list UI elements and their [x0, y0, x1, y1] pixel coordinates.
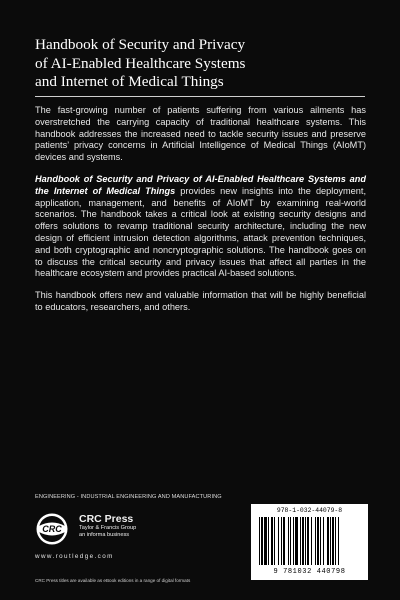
- description-paragraph-2-text: provides new insights into the deployment, application, management, and benefits of AIoMT by examining real-world scenarios. The handbook takes a critical look at existing security designs and offers solutions to revamp traditional security architecture, including the new design of efficient intrusion detection algorithms, attack prevention techniques, and both cryptographic and noncryptographic solutions. The handbook goes on to discuss the critical security and privacy issues that affect all parties in the healthcare ecosystem and provides practical AI-based solutions.: [35, 185, 367, 279]
- publisher-block: [35, 512, 245, 562]
- title-line-1: Handbook of Security and Privacy: [35, 36, 246, 53]
- title-line-2: of AI-Enabled Healthcare Systems: [35, 54, 246, 72]
- publisher-text: [79, 513, 136, 539]
- publisher-url[interactable]: www.routledge.com: [35, 553, 114, 560]
- title-line-3: and Internet of Medical Things: [35, 73, 224, 90]
- crc-press-logo: [35, 512, 69, 546]
- subject-category: ENGINEERING - INDUSTRIAL ENGINEERING AND MANUFACTURING: [35, 494, 222, 500]
- title-divider: [35, 96, 365, 97]
- publisher-name: CRC Press: [79, 513, 134, 525]
- book-description: [35, 105, 366, 324]
- isbn-digits: 9 781032 440798: [273, 568, 346, 576]
- ebook-note: CRC Press titles are available as eBook editions in a range of digital formats: [35, 578, 191, 583]
- book-title: [35, 36, 365, 92]
- description-paragraph-1: The fast-growing number of patients suffering from various ailments has overstretched the carrying capacity of traditional healthcare systems. This handbook addresses the increased need to tackle security issues and preserve patients’ privacy concerns in Artificial Intelligence of Medical Things (AIoMT) devices and systems.: [35, 105, 366, 163]
- logo-text: CRC: [42, 524, 62, 534]
- isbn-barcode: [251, 504, 368, 580]
- barcode-graphic: [259, 517, 360, 565]
- description-book-title: Handbook of Security and Privacy of AI-Enabled Healthcare Systems and the Internet of Medical Things: [35, 173, 366, 196]
- description-paragraph-2: [35, 174, 366, 280]
- publisher-group: Taylor & Francis Group: [79, 525, 137, 531]
- isbn-label: 978-1-032-44079-8: [276, 507, 343, 514]
- publisher-business: an informa business: [79, 532, 130, 538]
- description-paragraph-3: This handbook offers new and valuable information that will be highly beneficial to educators, researchers, and others.: [35, 290, 366, 312]
